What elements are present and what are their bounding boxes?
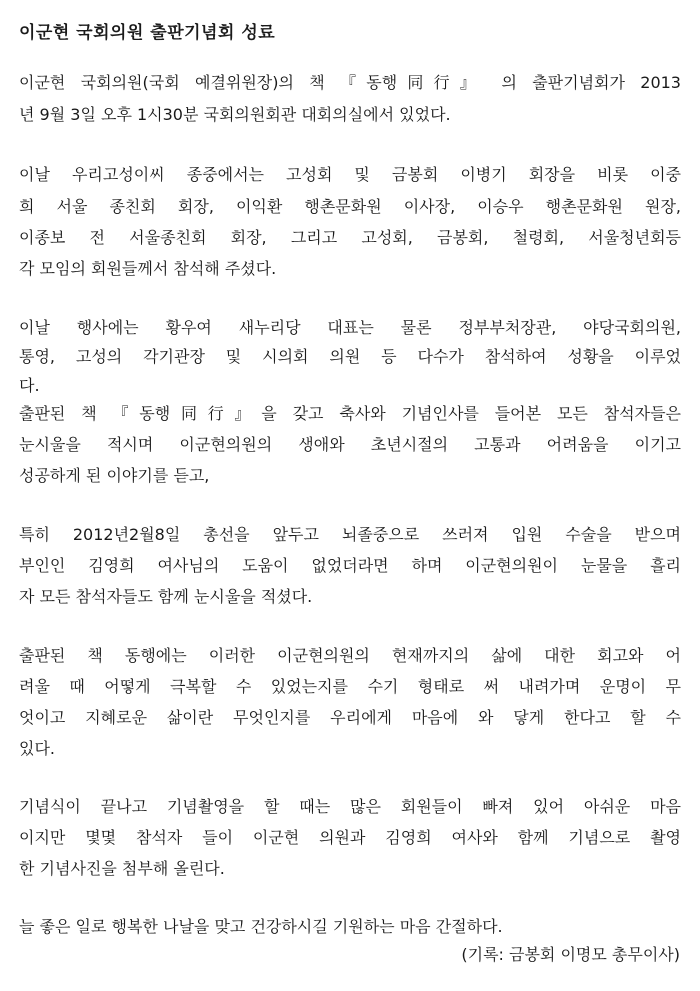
paragraph-5-line-3: 엇이고 지혜로운 삶이란 무엇인지를 우리에게 마음에 와 닿게 한다고 할 수 — [19, 708, 681, 727]
paragraph-3-line-6: 성공하게 된 이야기를 듣고, — [19, 466, 210, 485]
paragraph-2-line-2: 희 서울 종친회 회장, 이익환 행촌문화원 이사장, 이승우 행촌문화원 원장, — [19, 197, 681, 216]
paragraph-6-line-1: 기념식이 끝나고 기념촬영을 할 때는 많은 회원들이 빠져 있어 아쉬운 마음 — [19, 797, 681, 816]
author-signature: (기록: 금봉회 이명모 총무이사) — [461, 945, 680, 964]
paragraph-3-line-4: 출판된 책 『동행同行』을 갖고 축사와 기념인사를 들어본 모든 참석자들은 — [19, 404, 681, 423]
paragraph-6-line-3: 한 기념사진을 첨부해 올린다. — [19, 859, 225, 878]
paragraph-3-line-5: 눈시울을 적시며 이군현의원의 생애와 초년시절의 고통과 어려움을 이기고 — [19, 435, 681, 454]
document-title: 이군현 국회의원 출판기념회 성료 — [19, 23, 276, 43]
paragraph-5-line-1: 출판된 책 동행에는 이러한 이군현의원의 현재까지의 삶에 대한 회고와 어 — [19, 646, 681, 665]
paragraph-2-line-1: 이날 우리고성이씨 종중에서는 고성회 및 금봉회 이병기 회장을 비롯 이중 — [19, 165, 681, 184]
paragraph-5-line-4: 있다. — [19, 739, 55, 758]
paragraph-1-line-2: 년 9월 3일 오후 1시30분 국회의원회관 대회의실에서 있었다. — [19, 105, 451, 124]
paragraph-5-line-2: 려울 때 어떻게 극복할 수 있었는지를 수기 형태로 써 내려가며 운명이 무 — [19, 677, 681, 696]
paragraph-6-line-2: 이지만 몇몇 참석자 들이 이군현 의원과 김영희 여사와 함께 기념으로 촬영 — [19, 828, 681, 847]
paragraph-3-line-3: 다. — [19, 376, 40, 395]
paragraph-2-line-4: 각 모임의 회원들께서 참석해 주셨다. — [19, 259, 277, 278]
paragraph-7-line-1: 늘 좋은 일로 행복한 나날을 맞고 건강하시길 기원하는 마음 간절하다. — [19, 917, 503, 936]
paragraph-3-line-2: 통영, 고성의 각기관장 및 시의회 의원 등 다수가 참석하여 성황을 이루었 — [19, 347, 681, 366]
paragraph-2-line-3: 이종보 전 서울종친회 회장, 그리고 고성회, 금봉회, 철령회, 서울청년회등 — [19, 228, 681, 247]
paragraph-3-line-1: 이날 행사에는 황우여 새누리당 대표는 물론 정부부처장관, 야당국회의원, — [19, 318, 681, 337]
paragraph-1-line-1: 이군현 국회의원(국회 예결위원장)의 책 『동행同行』 의 출판기념회가 2013 — [19, 73, 681, 92]
paragraph-4-line-2: 부인인 김영희 여사님의 도움이 없었더라면 하며 이군현의원이 눈물을 흘리 — [19, 556, 681, 575]
paragraph-4-line-1: 특히 2012년2월8일 총선을 앞두고 뇌졸중으로 쓰러져 입원 수술을 받으며 — [19, 525, 681, 544]
paragraph-4-line-3: 자 모든 참석자들도 함께 눈시울을 적셨다. — [19, 587, 313, 606]
